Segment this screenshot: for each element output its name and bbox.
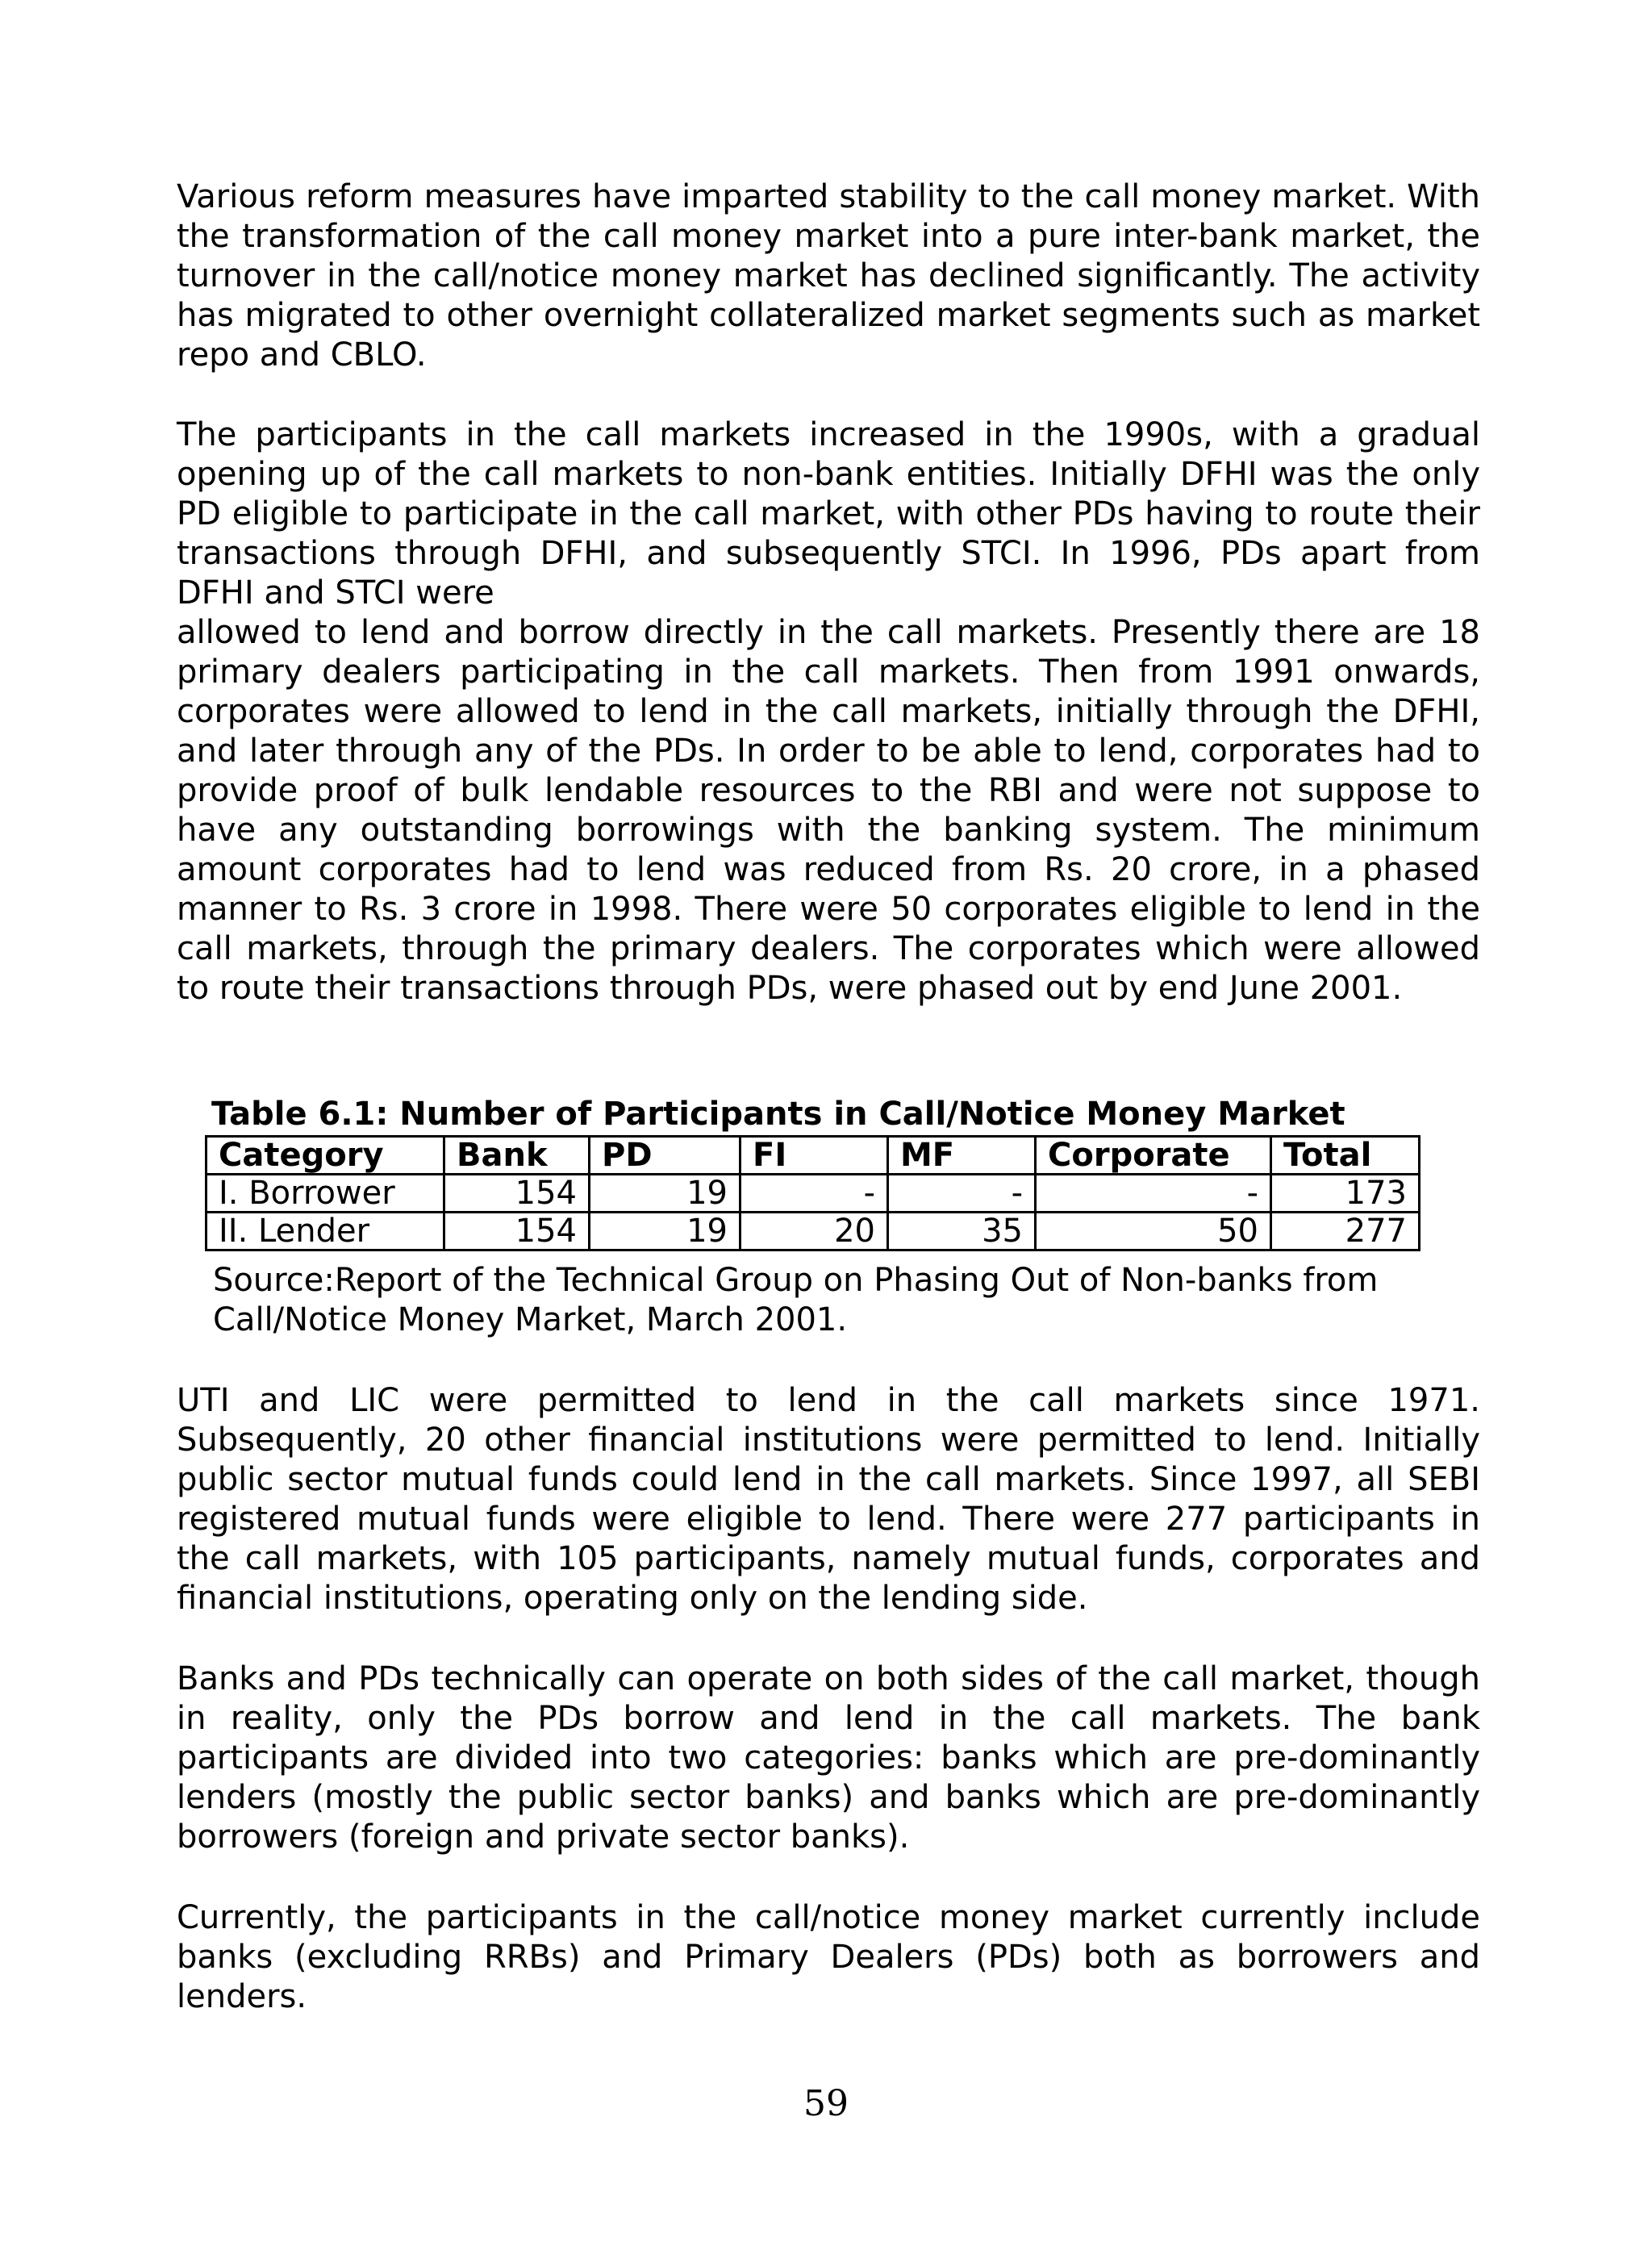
table-header-row <box>206 1137 1420 1175</box>
paragraph-reform-measures: Various reform measures have imparted stability to the call money market. With the transformation of the call money market into a pure inter-bank market, the turnover in the call/notice money market has declined significantly. The activity has migrated to other overnight collateralized market segments such as market repo and CBLO. <box>177 178 1480 374</box>
table-cell: 50 <box>1036 1213 1271 1250</box>
table-header-cell: MF <box>888 1137 1036 1175</box>
table-header-cell: PD <box>590 1137 740 1175</box>
table-cell: II. Lender <box>206 1213 444 1250</box>
paragraph-participants-lend-borrow: allowed to lend and borrow directly in the call markets. Presently there are 18 primary dealers participating in the call markets. Then from 1991 onwards, corporates were allowed to lend in the call markets, initially through the DFHI, and later through any of the PDs. In order to be able to lend, corporates had to provide proof of bulk lendable resources to the RBI and were not suppose to have any outstanding borrowings with the banking system. The minimum amount corporates had to lend was reduced from Rs. 20 crore, in a phased manner to Rs. 3 crore in 1998. There were 50 corporates eligible to lend in the call markets, through the primary dealers. The corporates which were allowed to route their transactions through PDs, were phased out by end June 2001. <box>177 614 1480 1007</box>
paragraph-uti-lic: UTI and LIC were permitted to lend in the call markets since 1971. Subsequently, 20 other financial institutions were permitted to lend. Initially public sector mutual funds could lend in the call markets. Since 1997, all SEBI registered mutual funds were eligible to lend. There were 277 participants in the call markets, with 105 participants, namely mutual funds, corporates and financial institutions, operating only on the lending side. <box>177 1382 1480 1617</box>
table-cell: - <box>888 1175 1036 1213</box>
table-title: Table 6.1: Number of Participants in Call/Notice Money Market <box>211 1096 1345 1133</box>
page-number: 59 <box>803 2083 849 2124</box>
table-cell: 154 <box>444 1175 590 1213</box>
table-cell: - <box>740 1175 888 1213</box>
table-source-note <box>213 1261 1423 1340</box>
table-header-cell: Corporate <box>1036 1137 1271 1175</box>
paragraph-banks-pds: Banks and PDs technically can operate on both sides of the call market, though in reality, only the PDs borrow and lend in the call markets. The bank participants are divided into two categories: banks which are pre-dominantly lenders (mostly the public sector banks) and banks which are pre-dominantly borrowers (foreign and private sector banks). <box>177 1660 1480 1856</box>
table-cell: 154 <box>444 1213 590 1250</box>
table-cell: 19 <box>590 1213 740 1250</box>
source-line: Source:Report of the Technical Group on Phasing Out of Non-banks from <box>213 1262 1379 1299</box>
table-header-cell: Bank <box>444 1137 590 1175</box>
source-line: Call/Notice Money Market, March 2001. <box>213 1301 848 1338</box>
paragraph-current-participants: Currently, the participants in the call/notice money market currently include banks (excluding RRBs) and Primary Dealers (PDs) both as borrowers and lenders. <box>177 1899 1480 2015</box>
table-row <box>206 1213 1420 1250</box>
table-cell: 35 <box>888 1213 1036 1250</box>
table-row <box>206 1175 1420 1213</box>
table-cell: I. Borrower <box>206 1175 444 1213</box>
table-header-cell: Total <box>1271 1137 1420 1175</box>
table-cell: 20 <box>740 1213 888 1250</box>
table-cell: 277 <box>1271 1213 1420 1250</box>
participants-table <box>205 1135 1420 1251</box>
table-cell: 173 <box>1271 1175 1420 1213</box>
table-header-cell: Category <box>206 1137 444 1175</box>
table-cell: 19 <box>590 1175 740 1213</box>
table-header-cell: FI <box>740 1137 888 1175</box>
table-cell: - <box>1036 1175 1271 1213</box>
paragraph-participants-1990s: The participants in the call markets increased in the 1990s, with a gradual opening up of the call markets to non-bank entities. Initially DFHI was the only PD eligible to participate in the call market, with other PDs having to route their transactions through DFHI, and subsequently STCI. In 1996, PDs apart from DFHI and STCI were <box>177 416 1480 612</box>
